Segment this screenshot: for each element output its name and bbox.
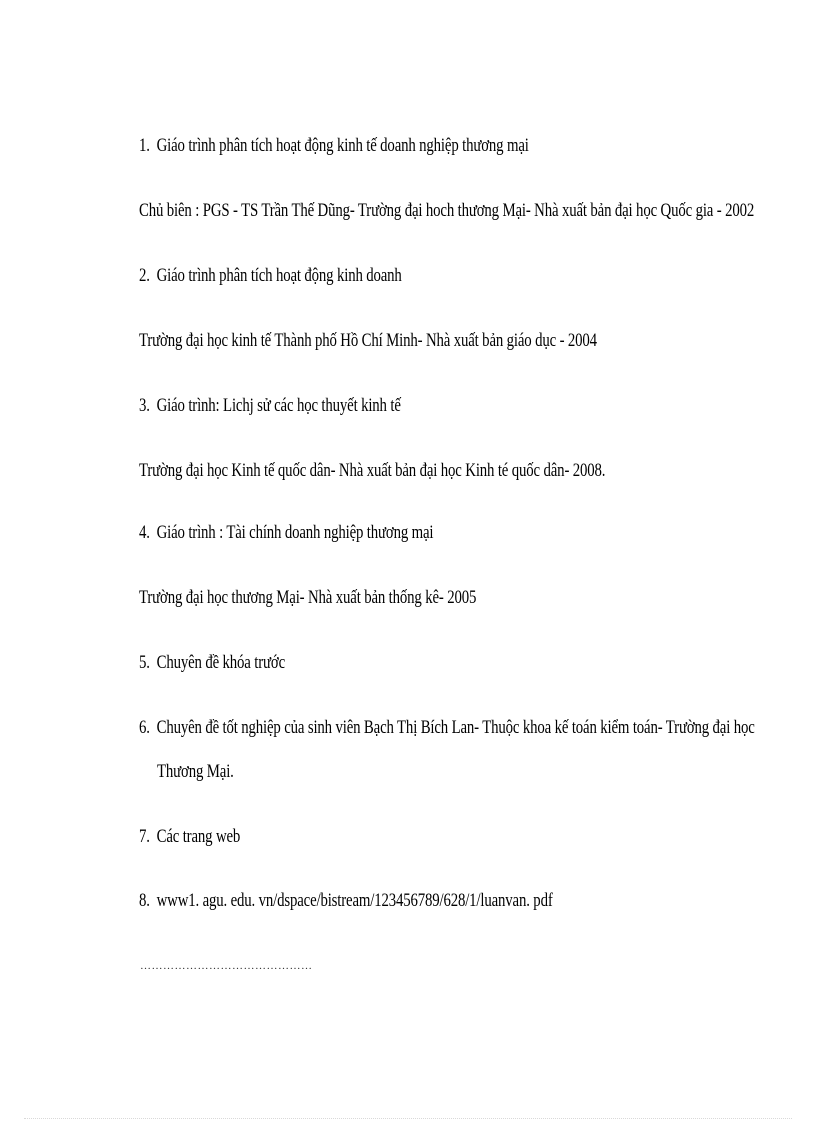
- reference-item-6-continuation: [157, 761, 234, 783]
- reference-number: 3.: [139, 395, 150, 416]
- reference-item-3: [139, 395, 401, 417]
- reference-title: Giáo trình phân tích hoạt động kinh doanh: [156, 265, 402, 286]
- reference-source: Trường đại học kinh tế Thành phố Hồ Chí Minh- Nhà xuất bản giáo dục - 2004: [139, 330, 597, 351]
- reference-title: Chuyên đề tốt nghiệp của sinh viên Bạch Thị Bích Lan- Thuộc khoa kế toán kiểm toán- Trường đại học: [156, 717, 755, 738]
- reference-title: Giáo trình phân tích hoạt động kinh tế doanh nghiệp thương mại: [156, 135, 529, 156]
- page-bottom-divider: [24, 1118, 792, 1119]
- reference-title: Các trang web: [156, 826, 241, 847]
- reference-number: 1.: [139, 135, 150, 156]
- reference-item-1: [139, 135, 529, 157]
- reference-item-7: [139, 826, 240, 848]
- reference-source-3: [139, 460, 605, 482]
- trailing-ellipsis: ………………………………………: [140, 960, 313, 972]
- reference-number: 6.: [139, 717, 150, 738]
- reference-url: www1. agu. edu. vn/dspace/bistream/123456789/628/1/luanvan. pdf: [156, 890, 553, 911]
- reference-title: Giáo trình: Lichj sử các học thuyết kinh tế: [156, 395, 401, 416]
- reference-item-4: [139, 522, 433, 544]
- reference-number: 4.: [139, 522, 150, 543]
- reference-source-4: [139, 587, 476, 609]
- reference-source: Trường đại học Kinh tế quốc dân- Nhà xuất bản đại học Kinh té quốc dân- 2008.: [139, 460, 606, 481]
- reference-title: Chuyên đề khóa trước: [156, 652, 285, 673]
- reference-item-8: [139, 890, 553, 912]
- reference-number: 8.: [139, 890, 150, 911]
- reference-source: Trường đại học thương Mại- Nhà xuất bản thống kê- 2005: [139, 587, 477, 608]
- reference-number: 7.: [139, 826, 150, 847]
- reference-title-continuation: Thương Mại.: [157, 761, 234, 782]
- reference-number: 2.: [139, 265, 150, 286]
- reference-item-5: [139, 652, 285, 674]
- reference-title: Giáo trình : Tài chính doanh nghiệp thương mại: [156, 522, 434, 543]
- reference-item-2: [139, 265, 402, 287]
- reference-item-6: [139, 717, 755, 739]
- reference-number: 5.: [139, 652, 150, 673]
- reference-source-2: [139, 330, 597, 352]
- reference-source: Chủ biên : PGS - TS Trần Thế Dũng- Trường đại hoch thương Mại- Nhà xuất bản đại học Quốc gia - 2002: [139, 200, 755, 221]
- reference-source-1: [139, 200, 754, 222]
